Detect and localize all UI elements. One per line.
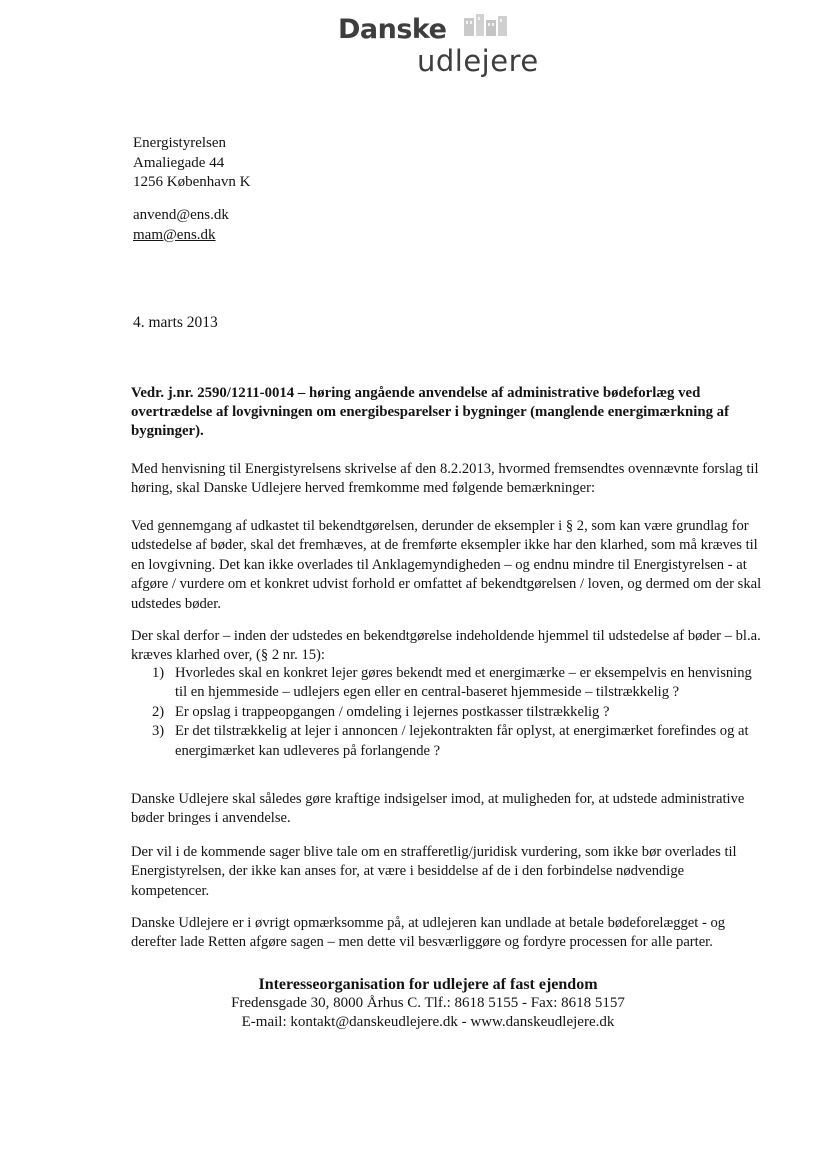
- list-item-number: 1): [152, 665, 165, 681]
- question-list: [152, 664, 764, 761]
- recipient-email-1[interactable]: anvend@ens.dk: [133, 207, 229, 223]
- list-item-text: Er det tilstrækkelig at lejer i annoncen / lejekontrakten får oplyst, at energimærket forefindes og at energimærket kan udleveres på forlangende ?: [175, 723, 749, 759]
- recipient-name: Energistyrelsen: [133, 135, 227, 151]
- paragraph-5: Der vil i de kommende sager blive tale om en strafferetlig/juridisk vurdering, som ikke bør overlades til Energistyrelsen, der ikke kan anses for, at være i besiddelse af de i den forbindelse nødvendige kompetencer.: [131, 844, 737, 899]
- paragraph-3: Der skal derfor – inden der udstedes en bekendtgørelse indeholdende hjemmel til udstedelse af bøder – bl.a. kræves klarhed over, (§ 2 nr. 15):: [131, 628, 761, 664]
- recipient-emails: [133, 206, 229, 245]
- footer-organisation: Interesseorganisation for udlejere af fast ejendom: [258, 976, 598, 993]
- paragraph-6: Danske Udlejere er i øvrigt opmærksomme på, at udlejeren kan undlade at betale bødeforelægget - og derefter lade Retten afgøre sagen – men dette vil besværliggøre og fordyre processen for alle parter.: [131, 915, 726, 951]
- footer-contact: E-mail: kontakt@danskeudlejere.dk - www.danskeudlejere.dk: [241, 1014, 615, 1030]
- recipient-street: Amaliegade 44: [133, 154, 225, 171]
- footer-address: Fredensgade 30, 8000 Århus C. Tlf.: 8618 5155 - Fax: 8618 5157: [231, 995, 625, 1011]
- letter-date: 4. marts 2013: [133, 314, 218, 331]
- logo-line1: Danske: [338, 14, 447, 45]
- paragraph-1: Med henvisning til Energistyrelsens skrivelse af den 8.2.2013, hvormed fremsendtes ovennævnte forslag til høring, skal Danske Udlejere herved fremkomme med følgende bemærkninger:: [131, 461, 759, 497]
- list-item: [152, 703, 764, 722]
- list-item-text: Hvorledes skal en konkret lejer gøres bekendt med et energimærke – er eksempelvis en henvisning til en hjemmeside – udlejers egen eller en central-baseret hjemmeside – tilstrækkelig ?: [175, 665, 752, 701]
- letter-footer: [213, 975, 643, 1032]
- recipient-address: [133, 134, 250, 193]
- paragraph-2: Ved gennemgang af udkastet til bekendtgørelsen, derunder de eksempler i § 2, som kan være grundlag for udstedelse af bøder, skal det fremhæves, at de fremførte eksempler ikke har den klarhed, som må kræves til en lovgivning. Det kan ikke overlades til Anklagemyndigheden – og endnu mindre til Energistyrelsen - at afgøre / vurdere om et konkret udvist forhold er omfattet af bekendtgørelsen / loven, og dermed om der skal udstedes bøder.: [131, 518, 762, 612]
- list-item: [152, 664, 764, 703]
- list-item-number: 2): [152, 703, 165, 720]
- subject-line: Vedr. j.nr. 2590/1211-0014 – høring angående anvendelse af administrative bødeforlæg ved overtrædelse af lovgivningen om energibesparelser i bygninger (manglende energimærkning af bygninger).: [131, 385, 730, 440]
- list-item-text: Er opslag i trappeopgangen / omdeling i lejernes postkasser tilstrækkelig ?: [175, 703, 610, 720]
- recipient-city: 1256 København K: [133, 174, 251, 190]
- logo: [338, 8, 568, 78]
- list-item-number: 3): [152, 723, 165, 740]
- logo-line2: udlejere: [417, 44, 539, 78]
- list-item: [152, 722, 764, 761]
- building-skyline-icon: [462, 12, 510, 38]
- recipient-email-2[interactable]: mam@ens.dk: [133, 226, 216, 243]
- paragraph-4: Danske Udlejere skal således gøre kraftige indsigelser imod, at muligheden for, at udstede administrative bøder bringes i anvendelse.: [131, 791, 745, 827]
